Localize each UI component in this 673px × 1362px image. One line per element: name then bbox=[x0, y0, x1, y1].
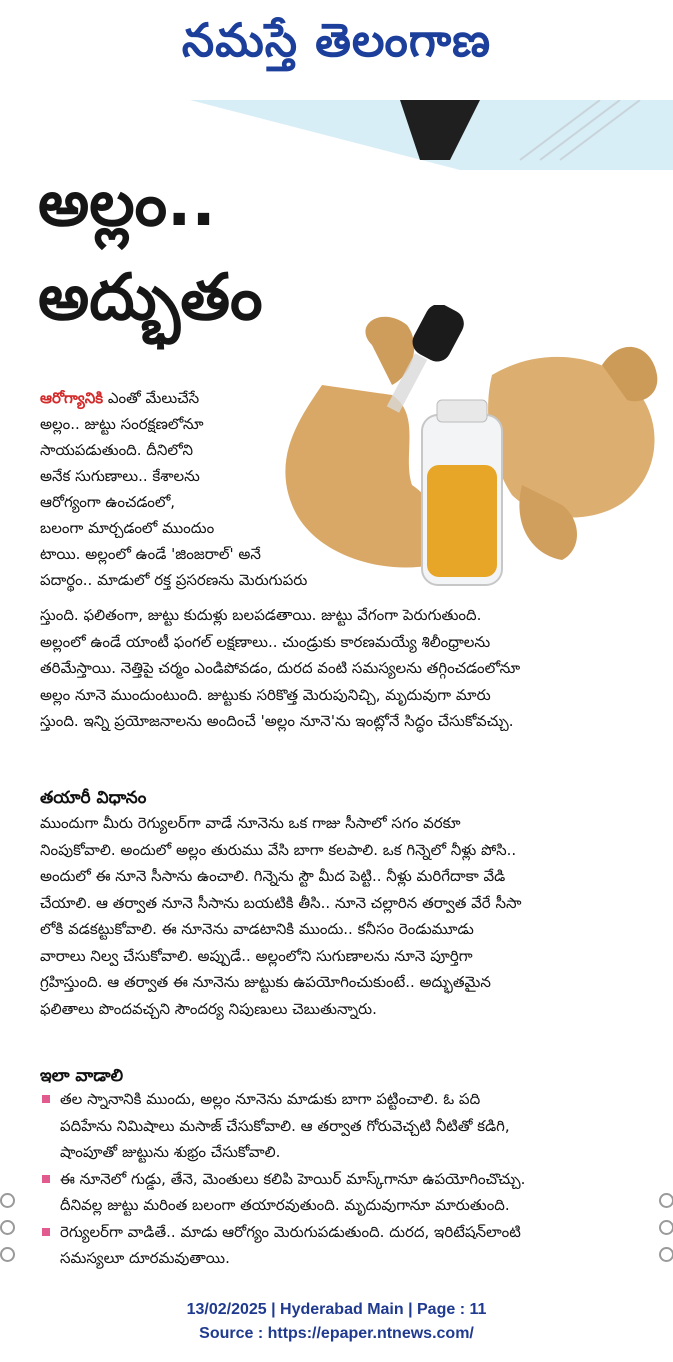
ring-icon bbox=[0, 1247, 15, 1262]
binder-rings-left bbox=[0, 1193, 14, 1274]
method-line: నింపుకోవాలి. అందులో అల్లం తురుము వేసి బాగా కలపాలి. ఒక గిన్నెలో నీళ్లు పోసి.. bbox=[40, 840, 517, 859]
square-bullet-icon bbox=[42, 1175, 50, 1183]
decorative-top-band bbox=[40, 100, 673, 170]
usage-list bbox=[40, 1086, 655, 1272]
newspaper-title: నమస్తే తెలంగాణ bbox=[181, 13, 492, 67]
list-line: పదిహేను నిమిషాలు మసాజ్ చేసుకోవాలి. ఆ తర్వాత గోరువెచ్చటి నీటితో కడిగి, bbox=[60, 1116, 510, 1135]
page-footer bbox=[0, 1298, 673, 1346]
intro-line: అనేక సుగుణాలు.. కేశాలను bbox=[40, 467, 200, 485]
body-line: అల్లంలో ఉండే యాంటీ ఫంగల్ లక్షణాలు.. చుండ్రుకు కారణమయ్యే శిలీంధ్రాలను bbox=[40, 632, 491, 651]
list-line: సమస్యలూ దూరమవుతాయి. bbox=[60, 1249, 230, 1267]
method-line: ఫలితాలు పొందవచ్చని సౌందర్య నిపుణులు చెబుతున్నారు. bbox=[40, 999, 377, 1018]
square-bullet-icon bbox=[42, 1095, 50, 1103]
masthead bbox=[0, 0, 673, 80]
ring-icon bbox=[659, 1247, 673, 1262]
intro-line bbox=[40, 385, 310, 411]
list-line: దీనివల్ల జుట్టు మరింత బలంగా తయారవుతుంది. మృదువుగానూ మారుతుంది. bbox=[60, 1196, 510, 1214]
list-item bbox=[40, 1086, 655, 1166]
method-line: గ్రహిస్తుంది. ఆ తర్వాత ఈ నూనెను జుట్టుకు ఉపయోగించుకుంటే.. అద్భుతమైన bbox=[40, 973, 491, 991]
intro-line-text: ఎంతో మేలుచేసే bbox=[107, 389, 200, 407]
preparation-text bbox=[40, 810, 660, 1022]
intro-line: పదార్థం.. మాడులో రక్త ప్రసరణను మెరుగుపరు bbox=[40, 571, 308, 589]
method-line: లోకి వడకట్టుకోవాలి. ఈ నూనెను వాడటానికి ముందు.. కనీసం రెండుమూడు bbox=[40, 920, 474, 938]
ring-icon bbox=[0, 1193, 15, 1208]
list-line: ఈ నూనెలో గుడ్డు, తేనె, మెంతులు కలిపి హెయిర్ మాస్క్‌గానూ ఉపయోగించొచ్చు. bbox=[60, 1169, 526, 1188]
section-heading-usage: ఇలా వాడాలి bbox=[40, 1066, 124, 1087]
body-line: స్తుంది. ఫలితంగా, జుట్టు కుదుళ్లు బలపడతాయి. జుట్టు వేగంగా పెరుగుతుంది. bbox=[40, 606, 482, 624]
list-line: షాంపూతో జుట్టును శుభ్రం చేసుకోవాలి. bbox=[60, 1143, 281, 1161]
lead-word: ఆరోగ్యానికి bbox=[40, 389, 104, 407]
intro-line: సాయపడుతుంది. దీనిలోని bbox=[40, 441, 194, 459]
body-line: స్తుంది. ఇన్ని ప్రయోజనాలను అందించే 'అల్లం నూనె'ను ఇంట్లోనే సిద్ధం చేసుకోవచ్చు. bbox=[40, 712, 514, 730]
article-body bbox=[40, 602, 660, 735]
intro-line: ఆరోగ్యంగా ఉంచడంలో, bbox=[40, 493, 176, 511]
edition-info: 13/02/2025 | Hyderabad Main | Page : 11 bbox=[186, 1301, 487, 1318]
ring-icon bbox=[659, 1220, 673, 1235]
list-line: తల స్నానానికి ముందు, అల్లం నూనెను మాడుకు బాగా పట్టించాలి. ఓ పది bbox=[60, 1090, 481, 1108]
body-line: అల్లం నూనె ముందుంటుంది. జుట్టుకు సరికొత్త మెరుపునిచ్చి, మృదువుగా మారు bbox=[40, 685, 491, 704]
title-line-1: అల్లం.. bbox=[38, 167, 216, 242]
title-line-2: అద్భుతం bbox=[38, 260, 263, 335]
method-line: ముందుగా మీరు రెగ్యులర్‌గా వాడే నూనెను ఒక గాజు సీసాలో సగం వరకూ bbox=[40, 814, 461, 832]
method-line: చేయాలి. ఆ తర్వాత నూనె సీసాను బయటికి తీసి.. నూనె చల్లారిన తర్వాత వేరే సీసా bbox=[40, 893, 522, 912]
list-line: రెగ్యులర్‌గా వాడితే.. మాడు ఆరోగ్యం మెరుగుపడుతుంది. దురద, ఇరిటేషన్‌లాంటి bbox=[60, 1222, 521, 1241]
intro-line: బలంగా మార్చడంలో ముందుం bbox=[40, 519, 215, 537]
method-line: అందులో ఈ నూనె సీసాను ఉంచాలి. గిన్నెను స్టౌ మీద పెట్టి.. నీళ్లు మరిగేదాకా వేడి bbox=[40, 867, 506, 885]
list-item bbox=[40, 1219, 655, 1272]
body-line: తరిమేస్తాయి. నెత్తిపై చర్మం ఎండిపోవడం, దురద వంటి సమస్యలను తగ్గించడంలోనూ bbox=[40, 659, 521, 677]
list-item bbox=[40, 1166, 655, 1219]
intro-line: టాయి. అల్లంలో ఉండే 'జింజరాల్' అనే bbox=[40, 545, 261, 563]
section-heading-preparation: తయారీ విధానం bbox=[40, 788, 147, 809]
intro-column bbox=[40, 385, 310, 593]
ring-icon bbox=[659, 1193, 673, 1208]
source-link[interactable]: Source : https://epaper.ntnews.com/ bbox=[199, 1325, 474, 1342]
intro-line: అల్లం.. జుట్టు సంరక్షణలోనూ bbox=[40, 415, 204, 433]
ring-icon bbox=[0, 1220, 15, 1235]
method-line: వారాలు నిల్వ చేసుకోవాలి. అప్పుడే.. అల్లంలోని సుగుణాలను నూనె పూర్తిగా bbox=[40, 946, 473, 965]
ginger-oil-illustration bbox=[262, 305, 673, 595]
square-bullet-icon bbox=[42, 1228, 50, 1236]
binder-rings-right bbox=[659, 1193, 673, 1274]
